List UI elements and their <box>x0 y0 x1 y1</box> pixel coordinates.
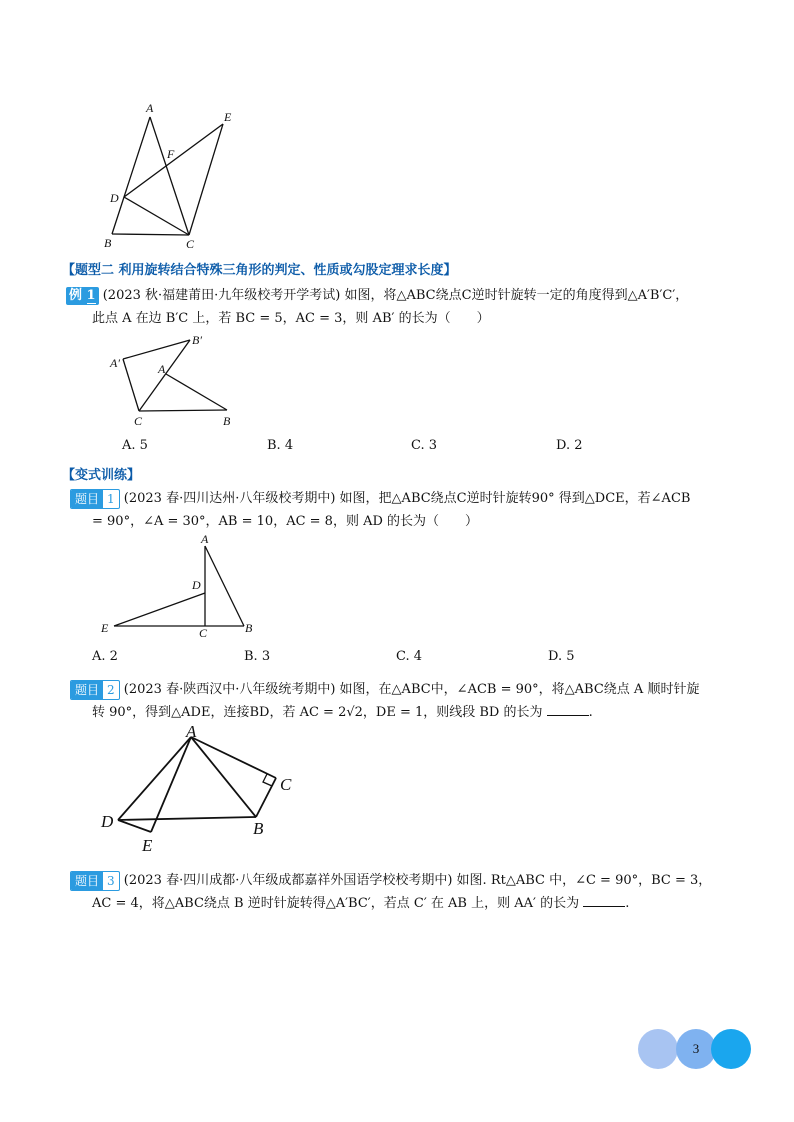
label-D: D <box>101 812 114 831</box>
label-B: B <box>253 819 264 838</box>
question-2-tag: 题目 2 <box>70 680 120 700</box>
label-A-prime: A′ <box>110 356 120 370</box>
label-B: B <box>223 414 231 428</box>
page-badge-left-circle <box>638 1029 678 1069</box>
label-D: D <box>192 578 201 592</box>
choice-b: B. 3 <box>244 649 271 664</box>
label-B-prime: B′ <box>192 333 202 347</box>
label-F: F <box>167 147 175 161</box>
choice-c: C. 3 <box>411 438 438 453</box>
figure-top <box>100 100 260 252</box>
choice-a: A. 2 <box>92 649 118 664</box>
label-D: D <box>110 191 119 205</box>
practice-title: 【变式训练】 <box>62 468 141 483</box>
question-2 <box>70 679 699 701</box>
label-E: E <box>101 621 109 635</box>
label-A: A <box>201 532 209 546</box>
question-1 <box>70 488 690 510</box>
label-C: C <box>186 237 195 251</box>
question-1-line2: = 90°，∠A = 30°，AB = 10，AC = 8，则 AD 的长为（ ） <box>92 514 479 529</box>
example-tag: 例 1 <box>66 287 99 305</box>
label-C: C <box>199 626 208 640</box>
figure-question-1 <box>94 532 264 640</box>
label-B: B <box>245 621 253 635</box>
question-3 <box>70 870 711 892</box>
question-3-line2: AC = 4，将△ABC绕点 B 逆时针旋转得△A′BC′，若点 C′ 在 AB 上，则 AA′ 的长为 . <box>92 896 630 911</box>
example-1-line2: 此点 A 在边 B′C 上，若 BC = 5，AC = 3，则 AB′ 的长为（ ） <box>92 311 490 326</box>
choice-b: B. 4 <box>267 438 294 453</box>
label-E: E <box>224 110 232 124</box>
label-A: A <box>146 101 154 115</box>
section-title: 【题型二 利用旋转结合特殊三角形的判定、性质或勾股定理求长度】 <box>62 263 457 278</box>
answer-blank[interactable] <box>583 894 625 907</box>
label-A: A <box>186 722 197 741</box>
choice-a: A. 5 <box>122 438 148 453</box>
question-2-line2: 转 90°，得到△ADE，连接BD，若 AC = 2√2，DE = 1，则线段 BD 的长为 . <box>92 705 593 720</box>
example-1-line1: (2023 秋·福建莆田·九年级校考开学考试) 如图，将△ABC绕点C逆时针旋转一定的角度得到△A′B′C′， <box>102 288 689 303</box>
figure-example-1 <box>106 330 246 432</box>
answer-blank[interactable] <box>547 703 589 716</box>
page-number: 3 <box>692 1041 700 1056</box>
question-3-line1: (2023 春·四川成都·八年级成都嘉祥外国语学校校考期中) 如图. Rt△ABC 中，∠C = 90°，BC = 3， <box>123 873 712 888</box>
question-1-line1: (2023 春·四川达州·八年级校考期中) 如图，把△ABC绕点C逆时针旋转90° 得到△DCE，若∠ACB <box>123 491 691 506</box>
question-3-tag: 题目 3 <box>70 871 120 891</box>
label-C: C <box>280 775 292 794</box>
label-E: E <box>142 836 153 855</box>
label-C: C <box>134 414 143 428</box>
choice-c: C. 4 <box>396 649 423 664</box>
example-1 <box>66 285 688 307</box>
question-2-line1: (2023 春·陕西汉中·八年级统考期中) 如图，在△ABC中，∠ACB = 90°，将△ABC绕点 A 顺时针旋 <box>123 682 700 697</box>
label-B: B <box>104 236 112 250</box>
figure-question-2 <box>96 722 306 860</box>
choice-d: D. 5 <box>548 649 575 664</box>
label-A: A <box>158 362 166 376</box>
question-1-tag: 题目 1 <box>70 489 120 509</box>
page-badge-right-circle <box>711 1029 751 1069</box>
choice-d: D. 2 <box>556 438 583 453</box>
